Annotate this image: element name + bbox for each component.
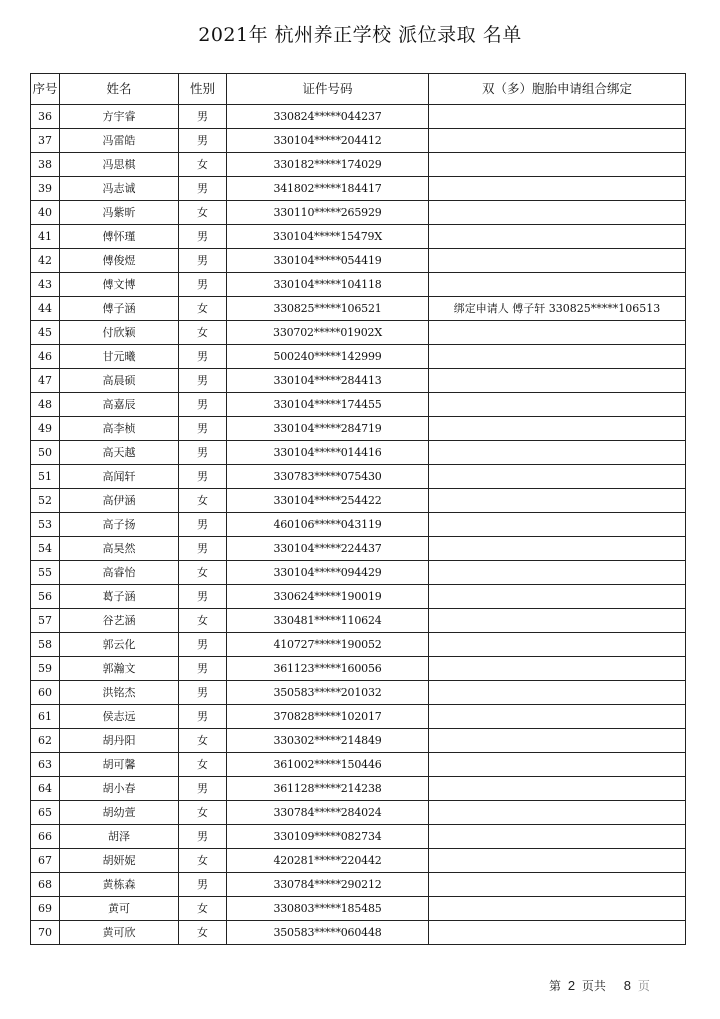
cell-gender: 男 — [179, 825, 227, 849]
header-gender: 性别 — [179, 74, 227, 105]
cell-name: 冯雷皓 — [60, 129, 179, 153]
cell-gender: 男 — [179, 705, 227, 729]
cell-gender: 女 — [179, 897, 227, 921]
cell-name: 黄可 — [60, 897, 179, 921]
cell-id-number: 350583*****201032 — [227, 681, 429, 705]
table-row — [31, 297, 686, 321]
cell-id-number: 330784*****290212 — [227, 873, 429, 897]
cell-id-number: 500240*****142999 — [227, 345, 429, 369]
cell-gender: 男 — [179, 105, 227, 129]
cell-gender: 女 — [179, 801, 227, 825]
cell-twin-binding: 绑定申请人 傅子轩 330825*****106513 — [429, 297, 686, 321]
cell-gender: 女 — [179, 489, 227, 513]
cell-id-number: 330104*****104118 — [227, 273, 429, 297]
table-row — [31, 201, 686, 225]
cell-name: 高闻轩 — [60, 465, 179, 489]
cell-seq: 44 — [31, 297, 60, 321]
cell-twin-binding — [429, 729, 686, 753]
cell-gender: 男 — [179, 225, 227, 249]
cell-id-number: 330783*****075430 — [227, 465, 429, 489]
cell-gender: 男 — [179, 633, 227, 657]
table-row — [31, 441, 686, 465]
cell-name: 高子扬 — [60, 513, 179, 537]
cell-name: 胡小春 — [60, 777, 179, 801]
table-row — [31, 777, 686, 801]
footer-total-pages: 8 — [623, 978, 631, 993]
cell-id-number: 330109*****082734 — [227, 825, 429, 849]
cell-seq: 51 — [31, 465, 60, 489]
cell-id-number: 330702*****01902X — [227, 321, 429, 345]
cell-name: 傅子涵 — [60, 297, 179, 321]
cell-id-number: 341802*****184417 — [227, 177, 429, 201]
cell-seq: 47 — [31, 369, 60, 393]
table-row — [31, 801, 686, 825]
cell-twin-binding — [429, 633, 686, 657]
cell-name: 傅俊煜 — [60, 249, 179, 273]
cell-name: 胡幼萱 — [60, 801, 179, 825]
cell-seq: 50 — [31, 441, 60, 465]
table-row — [31, 705, 686, 729]
header-name: 姓名 — [60, 74, 179, 105]
cell-name: 高伊涵 — [60, 489, 179, 513]
cell-gender: 女 — [179, 849, 227, 873]
cell-twin-binding — [429, 561, 686, 585]
cell-name: 高睿怡 — [60, 561, 179, 585]
cell-gender: 男 — [179, 537, 227, 561]
cell-seq: 49 — [31, 417, 60, 441]
cell-id-number: 330824*****044237 — [227, 105, 429, 129]
cell-twin-binding — [429, 321, 686, 345]
cell-id-number: 410727*****190052 — [227, 633, 429, 657]
cell-twin-binding — [429, 441, 686, 465]
cell-twin-binding — [429, 177, 686, 201]
cell-twin-binding — [429, 393, 686, 417]
cell-name: 甘元曦 — [60, 345, 179, 369]
table-row — [31, 369, 686, 393]
table-row — [31, 609, 686, 633]
cell-seq: 55 — [31, 561, 60, 585]
cell-seq: 59 — [31, 657, 60, 681]
cell-twin-binding — [429, 537, 686, 561]
cell-name: 胡可馨 — [60, 753, 179, 777]
cell-id-number: 330624*****190019 — [227, 585, 429, 609]
cell-seq: 65 — [31, 801, 60, 825]
cell-id-number: 420281*****220442 — [227, 849, 429, 873]
table-row — [31, 561, 686, 585]
footer-prefix: 第 — [549, 979, 562, 993]
cell-gender: 女 — [179, 153, 227, 177]
cell-twin-binding — [429, 201, 686, 225]
cell-gender: 女 — [179, 753, 227, 777]
cell-twin-binding — [429, 249, 686, 273]
header-seq: 序号 — [31, 74, 60, 105]
cell-twin-binding — [429, 369, 686, 393]
cell-gender: 女 — [179, 561, 227, 585]
cell-twin-binding — [429, 153, 686, 177]
cell-twin-binding — [429, 825, 686, 849]
cell-seq: 38 — [31, 153, 60, 177]
cell-gender: 女 — [179, 321, 227, 345]
table-row — [31, 873, 686, 897]
table-row — [31, 729, 686, 753]
cell-twin-binding — [429, 273, 686, 297]
table-row — [31, 585, 686, 609]
table-row — [31, 273, 686, 297]
cell-id-number: 330481*****110624 — [227, 609, 429, 633]
cell-seq: 43 — [31, 273, 60, 297]
cell-gender: 男 — [179, 249, 227, 273]
cell-twin-binding — [429, 225, 686, 249]
cell-seq: 60 — [31, 681, 60, 705]
footer-page-number: 2 — [567, 978, 576, 993]
cell-twin-binding — [429, 873, 686, 897]
cell-id-number: 330110*****265929 — [227, 201, 429, 225]
cell-gender: 女 — [179, 729, 227, 753]
cell-id-number: 370828*****102017 — [227, 705, 429, 729]
cell-twin-binding — [429, 465, 686, 489]
cell-name: 郭瀚文 — [60, 657, 179, 681]
cell-seq: 62 — [31, 729, 60, 753]
cell-seq: 58 — [31, 633, 60, 657]
cell-name: 冯思棋 — [60, 153, 179, 177]
cell-id-number: 330825*****106521 — [227, 297, 429, 321]
cell-name: 黄栋森 — [60, 873, 179, 897]
cell-seq: 36 — [31, 105, 60, 129]
cell-id-number: 330104*****284413 — [227, 369, 429, 393]
cell-name: 付欣颖 — [60, 321, 179, 345]
cell-id-number: 330302*****214849 — [227, 729, 429, 753]
cell-seq: 57 — [31, 609, 60, 633]
cell-gender: 男 — [179, 465, 227, 489]
table-row — [31, 465, 686, 489]
cell-twin-binding — [429, 657, 686, 681]
table-row — [31, 849, 686, 873]
cell-id-number: 361002*****150446 — [227, 753, 429, 777]
cell-twin-binding — [429, 681, 686, 705]
cell-twin-binding — [429, 513, 686, 537]
cell-twin-binding — [429, 777, 686, 801]
cell-seq: 70 — [31, 921, 60, 945]
cell-twin-binding — [429, 105, 686, 129]
page-footer — [549, 977, 689, 994]
cell-id-number: 330104*****014416 — [227, 441, 429, 465]
cell-seq: 40 — [31, 201, 60, 225]
cell-gender: 男 — [179, 417, 227, 441]
footer-suffix: 页 — [637, 979, 650, 993]
cell-gender: 男 — [179, 873, 227, 897]
cell-id-number: 330182*****174029 — [227, 153, 429, 177]
table-row — [31, 129, 686, 153]
cell-seq: 67 — [31, 849, 60, 873]
cell-name: 高嘉辰 — [60, 393, 179, 417]
cell-id-number: 361123*****160056 — [227, 657, 429, 681]
cell-twin-binding — [429, 489, 686, 513]
cell-name: 葛子涵 — [60, 585, 179, 609]
cell-gender: 男 — [179, 585, 227, 609]
cell-name: 谷艺涵 — [60, 609, 179, 633]
table-row — [31, 921, 686, 945]
cell-twin-binding — [429, 849, 686, 873]
cell-seq: 64 — [31, 777, 60, 801]
cell-seq: 61 — [31, 705, 60, 729]
cell-id-number: 361128*****214238 — [227, 777, 429, 801]
cell-twin-binding — [429, 921, 686, 945]
cell-id-number: 330104*****204412 — [227, 129, 429, 153]
table-row — [31, 321, 686, 345]
cell-id-number: 330784*****284024 — [227, 801, 429, 825]
table-row — [31, 225, 686, 249]
cell-twin-binding — [429, 801, 686, 825]
cell-seq: 37 — [31, 129, 60, 153]
cell-name: 高晨硕 — [60, 369, 179, 393]
cell-name: 傅怀瑾 — [60, 225, 179, 249]
cell-id-number: 350583*****060448 — [227, 921, 429, 945]
cell-name: 傅文博 — [60, 273, 179, 297]
cell-twin-binding — [429, 609, 686, 633]
table-row — [31, 105, 686, 129]
table-row — [31, 897, 686, 921]
cell-gender: 男 — [179, 393, 227, 417]
cell-id-number: 330104*****094429 — [227, 561, 429, 585]
cell-seq: 48 — [31, 393, 60, 417]
table-row — [31, 657, 686, 681]
cell-name: 胡妍妮 — [60, 849, 179, 873]
table-row — [31, 345, 686, 369]
cell-name: 胡丹阳 — [60, 729, 179, 753]
cell-gender: 男 — [179, 513, 227, 537]
table-row — [31, 393, 686, 417]
table-row — [31, 177, 686, 201]
cell-seq: 66 — [31, 825, 60, 849]
table-header-row — [31, 74, 686, 105]
cell-seq: 39 — [31, 177, 60, 201]
cell-gender: 男 — [179, 441, 227, 465]
header-twin-binding: 双（多）胞胎申请组合绑定 — [429, 74, 686, 105]
cell-gender: 男 — [179, 681, 227, 705]
admission-table — [30, 73, 686, 945]
cell-twin-binding — [429, 585, 686, 609]
cell-twin-binding — [429, 897, 686, 921]
cell-name: 高天越 — [60, 441, 179, 465]
cell-twin-binding — [429, 345, 686, 369]
table-row — [31, 249, 686, 273]
cell-gender: 女 — [179, 201, 227, 225]
table-row — [31, 633, 686, 657]
cell-twin-binding — [429, 705, 686, 729]
page-title: 2021年 杭州养正学校 派位录取 名单 — [198, 24, 522, 46]
cell-id-number: 460106*****043119 — [227, 513, 429, 537]
cell-name: 侯志远 — [60, 705, 179, 729]
cell-gender: 男 — [179, 273, 227, 297]
cell-twin-binding — [429, 129, 686, 153]
cell-seq: 56 — [31, 585, 60, 609]
cell-name: 高昊然 — [60, 537, 179, 561]
cell-seq: 54 — [31, 537, 60, 561]
cell-twin-binding — [429, 753, 686, 777]
cell-gender: 男 — [179, 177, 227, 201]
table-row — [31, 417, 686, 441]
cell-name: 洪铭杰 — [60, 681, 179, 705]
cell-id-number: 330104*****15479X — [227, 225, 429, 249]
table-row — [31, 753, 686, 777]
cell-gender: 女 — [179, 609, 227, 633]
cell-seq: 63 — [31, 753, 60, 777]
cell-seq: 46 — [31, 345, 60, 369]
cell-name: 胡泽 — [60, 825, 179, 849]
cell-name: 高李桢 — [60, 417, 179, 441]
table-body — [31, 105, 686, 945]
cell-seq: 41 — [31, 225, 60, 249]
cell-gender: 男 — [179, 657, 227, 681]
cell-gender: 男 — [179, 129, 227, 153]
cell-seq: 53 — [31, 513, 60, 537]
cell-seq: 69 — [31, 897, 60, 921]
cell-seq: 42 — [31, 249, 60, 273]
cell-gender: 男 — [179, 345, 227, 369]
cell-id-number: 330104*****254422 — [227, 489, 429, 513]
cell-twin-binding — [429, 417, 686, 441]
cell-name: 黄可欣 — [60, 921, 179, 945]
cell-gender: 女 — [179, 297, 227, 321]
cell-id-number: 330104*****054419 — [227, 249, 429, 273]
footer-middle: 页共 — [581, 979, 606, 993]
cell-name: 冯志诚 — [60, 177, 179, 201]
cell-name: 方宇睿 — [60, 105, 179, 129]
cell-seq: 45 — [31, 321, 60, 345]
cell-name: 冯紫昕 — [60, 201, 179, 225]
table-row — [31, 537, 686, 561]
cell-name: 郭云化 — [60, 633, 179, 657]
cell-gender: 男 — [179, 777, 227, 801]
cell-id-number: 330104*****284719 — [227, 417, 429, 441]
table-row — [31, 513, 686, 537]
cell-seq: 52 — [31, 489, 60, 513]
cell-seq: 68 — [31, 873, 60, 897]
table-row — [31, 153, 686, 177]
table-row — [31, 681, 686, 705]
cell-id-number: 330104*****174455 — [227, 393, 429, 417]
header-id-number: 证件号码 — [227, 74, 429, 105]
cell-gender: 女 — [179, 921, 227, 945]
table-row — [31, 825, 686, 849]
cell-id-number: 330803*****185485 — [227, 897, 429, 921]
cell-gender: 男 — [179, 369, 227, 393]
cell-id-number: 330104*****224437 — [227, 537, 429, 561]
table-row — [31, 489, 686, 513]
